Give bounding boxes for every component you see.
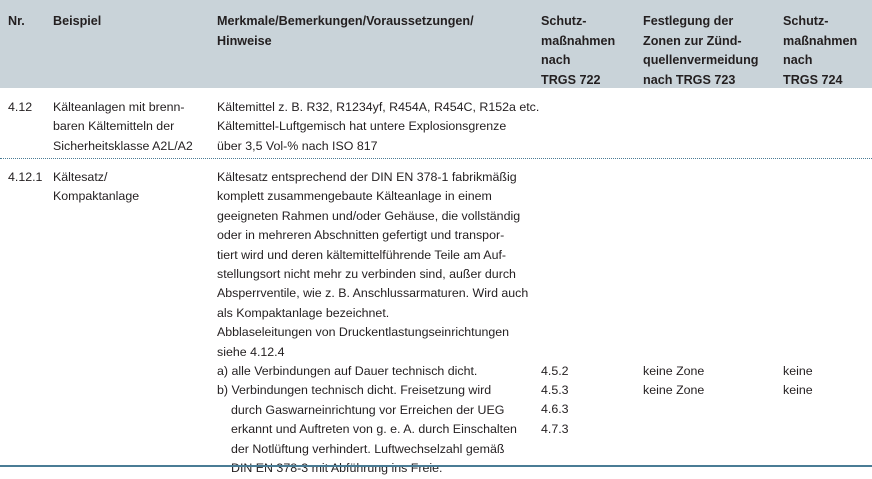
row-merkmale-line: Abblaseleitungen von Druckentlastungseinrichtungen [217, 325, 510, 340]
header-trgs724-line: nach [783, 53, 813, 67]
header-merkmale-line: Merkmale/Bemerkungen/Voraussetzungen/ [217, 14, 474, 28]
header-merkmale [217, 12, 474, 51]
row-merkmale-line: Kältemittel z. B. R32, R1234yf, R454A, R454C, R152a etc. [217, 100, 540, 114]
item-b-line: b) Verbindungen technisch dicht. Freisetzung wird [217, 383, 492, 398]
header-beispiel-label: Beispiel [53, 14, 102, 28]
header-trgs723-line: Zonen zur Zünd- [643, 33, 742, 48]
table-bottom-rule [0, 465, 872, 467]
item-a-trgs723: keine Zone [643, 364, 705, 378]
header-trgs724 [783, 12, 857, 90]
header-trgs724-line: Schutz- [783, 14, 829, 28]
row-merkmale-line: tiert wird und deren kältemittelführende Teile am Auf- [217, 247, 507, 262]
header-trgs723-line: Festlegung der [643, 14, 734, 28]
row-merkmale-line: Absperrventile, wie z. B. Anschlussarmaturen. Wird auch [217, 286, 529, 301]
header-trgs722 [541, 12, 615, 90]
header-trgs722-line: nach [541, 53, 571, 67]
header-trgs722-line: maßnahmen [541, 33, 616, 48]
row-merkmale-line: Kältesatz entsprechend der DIN EN 378-1 fabrikmäßig [217, 170, 517, 184]
row-merkmale-line: komplett zusammengebaute Kälteanlage in einem [217, 189, 492, 204]
item-a-text: a) alle Verbindungen auf Dauer technisch dicht. [217, 364, 478, 379]
row-beispiel-line: Kälteanlagen mit brenn- [53, 100, 185, 114]
item-a-trgs724: keine [783, 364, 813, 378]
item-b-trgs722-value: 4.7.3 [541, 421, 569, 436]
row-merkmale-line: über 3,5 Vol-% nach ISO 817 [217, 138, 378, 153]
item-b-trgs722-value: 4.5.3 [541, 383, 569, 397]
item-a-trgs722: 4.5.2 [541, 364, 569, 378]
row-divider [0, 158, 872, 159]
header-nr [8, 12, 25, 32]
row-merkmale-line: Kältemittel-Luftgemisch hat untere Explosionsgrenze [217, 119, 507, 134]
row-merkmale-line: oder in mehreren Abschnitten gefertigt und transpor- [217, 228, 505, 243]
row-merkmale-line: stellungsort nicht mehr zu verbinden sind, außer durch [217, 267, 516, 282]
header-merkmale-line: Hinweise [217, 33, 272, 48]
row-beispiel [53, 98, 193, 156]
header-trgs722-line: Schutz- [541, 14, 587, 28]
header-trgs722-line: TRGS 722 [541, 72, 601, 87]
row-beispiel-line: baren Kältemitteln der [53, 119, 175, 134]
row-beispiel [53, 168, 139, 207]
row-beispiel-line: Sicherheitsklasse A2L/A2 [53, 138, 193, 153]
header-trgs724-line: TRGS 724 [783, 72, 843, 87]
header-trgs723-line: quellenvermeidung [643, 53, 759, 67]
row-merkmale [217, 168, 528, 479]
header-trgs724-line: maßnahmen [783, 33, 858, 48]
row-beispiel-line: Kältesatz/ [53, 170, 108, 184]
item-b-trgs724: keine [783, 383, 813, 397]
item-b-line: der Notlüftung verhindert. Luftwechselzahl gemäß [231, 441, 505, 456]
row-merkmale [217, 98, 539, 156]
item-b-trgs723: keine Zone [643, 383, 705, 397]
row-merkmale-line: als Kompaktanlage bezeichnet. [217, 305, 390, 320]
row-merkmale-line: siehe 4.12.4 [217, 344, 285, 359]
row-nr: 4.12 [8, 100, 33, 114]
item-b-line: erkannt und Auftreten von g. e. A. durch Einschalten [231, 422, 517, 437]
row-nr: 4.12.1 [8, 170, 43, 184]
table-header [0, 0, 872, 88]
row-beispiel-line: Kompaktanlage [53, 189, 140, 204]
header-trgs723 [643, 12, 758, 90]
item-b-line: durch Gaswarneinrichtung vor Erreichen der UEG [231, 402, 505, 417]
row-merkmale-line: geeigneten Rahmen und/oder Gehäuse, die vollständig [217, 208, 521, 223]
header-nr-label: Nr. [8, 14, 25, 28]
header-trgs723-line: nach TRGS 723 [643, 72, 736, 87]
item-b-trgs722 [541, 381, 569, 439]
item-b-line: DIN EN 378-3 mit Abführung ins Freie. [231, 461, 443, 476]
header-beispiel [53, 12, 101, 32]
item-b-trgs722-value: 4.6.3 [541, 402, 569, 417]
